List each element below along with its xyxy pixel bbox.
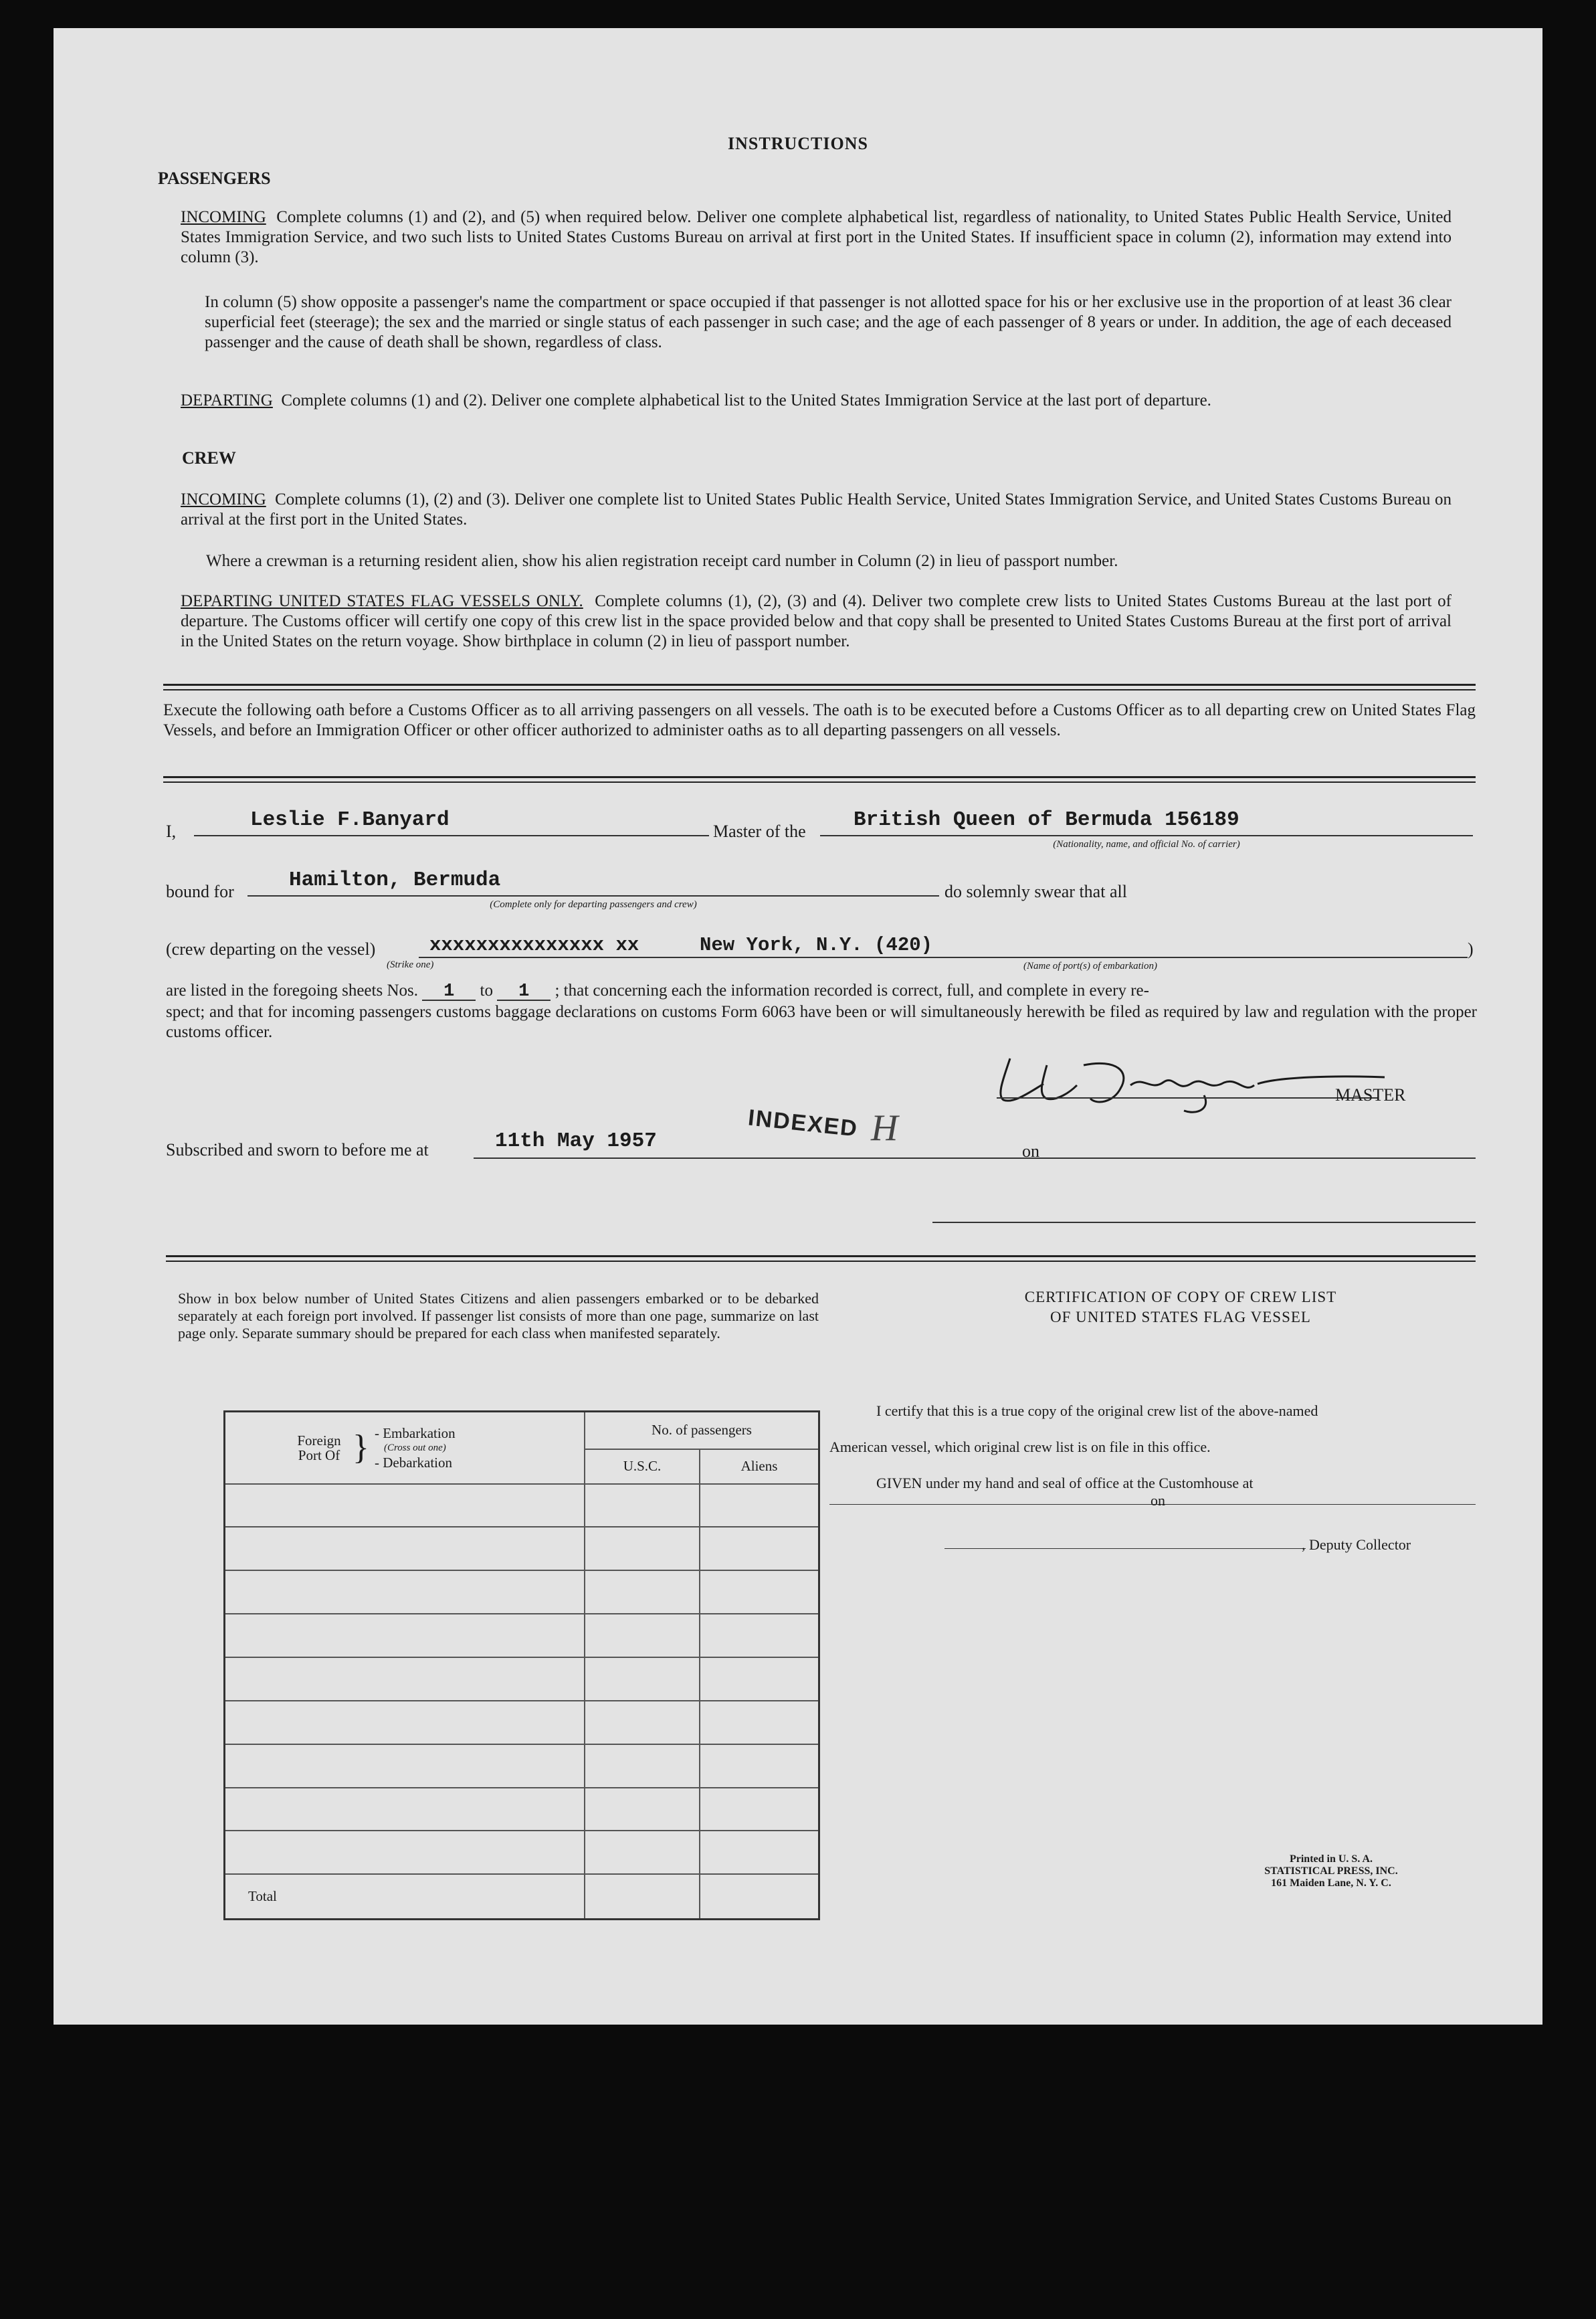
port-value: New York, N.Y. (420) (700, 934, 933, 956)
passengers-header: No. of passengers (585, 1412, 819, 1449)
usc-cell (585, 1527, 700, 1570)
brace-icon: } (353, 1428, 369, 1467)
usc-cell (585, 1657, 700, 1701)
vessel-value: British Queen of Bermuda 156189 (854, 808, 1239, 832)
master-signature (983, 1045, 1398, 1119)
passengers-incoming-text: Complete columns (1) and (2), and (5) when required below. Deliver one complete alphabetical list, regardless of nationality, to United States Public Health Service, United States Immigration Service, and two such lists to United States Customs Bureau on arrival at first port in the United States. If insufficient space in column (2), information may extend into column (3). (181, 208, 1452, 266)
aliens-cell (700, 1570, 819, 1614)
bound-for-line (247, 895, 939, 897)
aliens-total-cell (700, 1874, 819, 1919)
passengers-heading: PASSENGERS (158, 169, 271, 188)
printer-line-1: Printed in U. S. A. (1289, 1853, 1373, 1865)
port-caption: (Name of port(s) of embarkation) (1023, 961, 1157, 971)
on-date-line (1050, 1157, 1476, 1159)
port-cell (225, 1744, 585, 1788)
sworn-place-line (474, 1157, 1062, 1159)
listed-label: are listed in the foregoing sheets Nos. (166, 982, 418, 1000)
port-cell (225, 1831, 585, 1874)
date-value: 11th May 1957 (495, 1129, 657, 1153)
passengers-column5-text: In column (5) show opposite a passenger's name the compartment or space occupied if that passenger is not allotted space for his or her exclusive use in the proportion of at least 36 clear superficial feet (steerage); the sex and the married or single status of each passenger in such case; and the age of each passenger of 8 years or under. In addition, the age of each deceased passenger and the cause of death shall be shown, regardless of class. (205, 293, 1452, 351)
listed-text-2: spect; and that for incoming passengers customs baggage declarations on customs Form 6063 have been or will simultaneously herewith be filed as required by law and regulation with the proper customs officer. (166, 1003, 1477, 1041)
vessel-caption: (Nationality, name, and official No. of carrier) (1053, 839, 1240, 850)
aliens-cell (700, 1484, 819, 1527)
sheet-to-value: 1 (497, 984, 551, 1001)
usc-cell (585, 1788, 700, 1831)
aliens-cell (700, 1657, 819, 1701)
usc-cell (585, 1831, 700, 1874)
debarkation-label: - Debarkation (374, 1454, 453, 1471)
crew-departing-text: Complete columns (1), (2), (3) and (4). Deliver two complete crew lists to United States Customs Bureau at the last port of departure. The Customs officer will certify one copy of this crew list in the space provided below and that copy shall be presented to United States Customs Bureau at the first port of arrival in the United States on the return voyage. Show birthplace in column (2) in lieu of passport number. (181, 592, 1452, 650)
document-page (54, 28, 1542, 2025)
aliens-cell (700, 1614, 819, 1657)
master-label: MASTER (1335, 1085, 1406, 1105)
printer-line-3: 161 Maiden Lane, N. Y. C. (1271, 1877, 1391, 1889)
indexed-stamp: INDEXED (746, 1105, 860, 1142)
master-name-value: Leslie F.Banyard (250, 808, 450, 832)
usc-cell (585, 1484, 700, 1527)
port-cell (225, 1701, 585, 1744)
aliens-cell (700, 1701, 819, 1744)
aliens-cell (700, 1788, 819, 1831)
crew-incoming-text: Complete columns (1), (2) and (3). Deliver one complete list to United States Public Health Service, United States Immigration Service, and United States Customs Bureau on arrival at the first port in the United States. (181, 490, 1452, 529)
divider (166, 1255, 1476, 1262)
crew-heading: CREW (182, 448, 236, 468)
certify-text-1: I certify that this is a true copy of the original crew list of the above-named (876, 1402, 1318, 1419)
close-paren: ) (1468, 939, 1474, 959)
foreign-port-label: Foreign Port Of (297, 1432, 341, 1463)
officer-line (932, 1222, 1476, 1223)
printer-imprint (1217, 1853, 1445, 1889)
certification-date-line (1172, 1504, 1476, 1505)
aliens-header: Aliens (700, 1449, 819, 1484)
usc-total-cell (585, 1874, 700, 1919)
sheet-from-value: 1 (422, 984, 476, 1001)
usc-cell (585, 1701, 700, 1744)
aliens-cell (700, 1744, 819, 1788)
cross-out-label: (Cross out one) (383, 1442, 446, 1453)
signature-line (997, 1097, 1378, 1099)
passengers-departing-text: Complete columns (1) and (2). Deliver one complete alphabetical list to the United States Immigration Service at the last port of departure. (281, 391, 1211, 409)
deputy-signature-line (944, 1548, 1306, 1549)
master-of-label: Master of the (713, 822, 806, 841)
crew-incoming-paragraph (181, 490, 1452, 530)
total-label: Total (225, 1874, 585, 1919)
crew-departing-label: (crew departing on the vessel) (166, 939, 376, 959)
port-cell (225, 1570, 585, 1614)
port-cell (225, 1788, 585, 1831)
usc-header: U.S.C. (585, 1449, 700, 1484)
port-cell (225, 1657, 585, 1701)
crew-departing-label: DEPARTING UNITED STATES FLAG VESSELS ONLY. (181, 592, 583, 610)
customhouse-line (829, 1504, 1201, 1505)
usc-cell (585, 1570, 700, 1614)
bound-for-label: bound for (166, 882, 234, 901)
usc-cell (585, 1744, 700, 1788)
deputy-collector-label: , Deputy Collector (1302, 1536, 1411, 1553)
sheets-line (166, 981, 1477, 1001)
to-label: to (480, 982, 493, 1000)
listed-text-1: ; that concerning each the information recorded is correct, full, and complete in every re- (555, 982, 1149, 1000)
given-text: GIVEN under my hand and seal of office at the Customhouse at (876, 1475, 1254, 1491)
port-cell (225, 1484, 585, 1527)
subscribed-label: Subscribed and sworn to before me at (166, 1140, 429, 1160)
passengers-departing-label: DEPARTING (181, 391, 273, 409)
certify-text-2: American vessel, which original crew list is on file in this office. (829, 1439, 1211, 1455)
struck-text: xxxxxxxxxxxxxxx xx (429, 934, 639, 956)
master-name-line (194, 835, 709, 836)
bound-for-value: Hamilton, Bermuda (289, 868, 501, 892)
aliens-cell (700, 1527, 819, 1570)
swear-label: do solemnly swear that all (944, 882, 1127, 901)
passenger-summary-table (223, 1410, 820, 1920)
passengers-incoming-label: INCOMING (181, 208, 266, 226)
passengers-departing-paragraph (181, 391, 1452, 411)
summary-instructions: Show in box below number of United States Citizens and alien passengers embarked or to be debarked separately at each foreign port involved. If passenger list consists of more than one page, summarize on last page only. Separate summary should be prepared for each class when manifested separately. (178, 1290, 819, 1341)
certification-title-2: OF UNITED STATES FLAG VESSEL (1050, 1309, 1311, 1325)
port-header-cell (225, 1412, 585, 1484)
crew-departing-paragraph (181, 591, 1452, 652)
certification-title-1: CERTIFICATION OF COPY OF CREW LIST (1024, 1289, 1337, 1305)
port-cell (225, 1527, 585, 1570)
vessel-line (820, 835, 1473, 836)
printer-line-2: STATISTICAL PRESS, INC. (1264, 1865, 1398, 1877)
aliens-cell (700, 1831, 819, 1874)
bound-for-caption: (Complete only for departing passengers and crew) (490, 899, 697, 910)
embarkation-label: - Embarkation (374, 1424, 456, 1441)
certification-on-label: on (1151, 1492, 1165, 1509)
port-line (419, 957, 1468, 958)
divider (163, 776, 1476, 783)
i-label: I, (166, 822, 177, 841)
on-label: on (1022, 1141, 1039, 1161)
usc-cell (585, 1614, 700, 1657)
crew-resident-alien-text: Where a crewman is a returning resident alien, show his alien registration receipt card number in Column (2) in lieu of passport number. (206, 552, 1118, 570)
page-title: INSTRUCTIONS (728, 134, 868, 153)
port-cell (225, 1614, 585, 1657)
strike-caption: (Strike one) (387, 959, 434, 970)
passengers-incoming-paragraph (181, 207, 1452, 268)
divider (163, 684, 1476, 690)
oath-instructions: Execute the following oath before a Customs Officer as to all arriving passengers on all vessels. The oath is to be executed before a Customs Officer as to all departing crew on United States Flag Vessels, and before an Immigration Officer or other officer authorized to administer oaths as to all departing passengers on all vessels. (163, 701, 1476, 739)
stamp-initial: H (871, 1107, 898, 1149)
crew-incoming-label: INCOMING (181, 490, 266, 508)
